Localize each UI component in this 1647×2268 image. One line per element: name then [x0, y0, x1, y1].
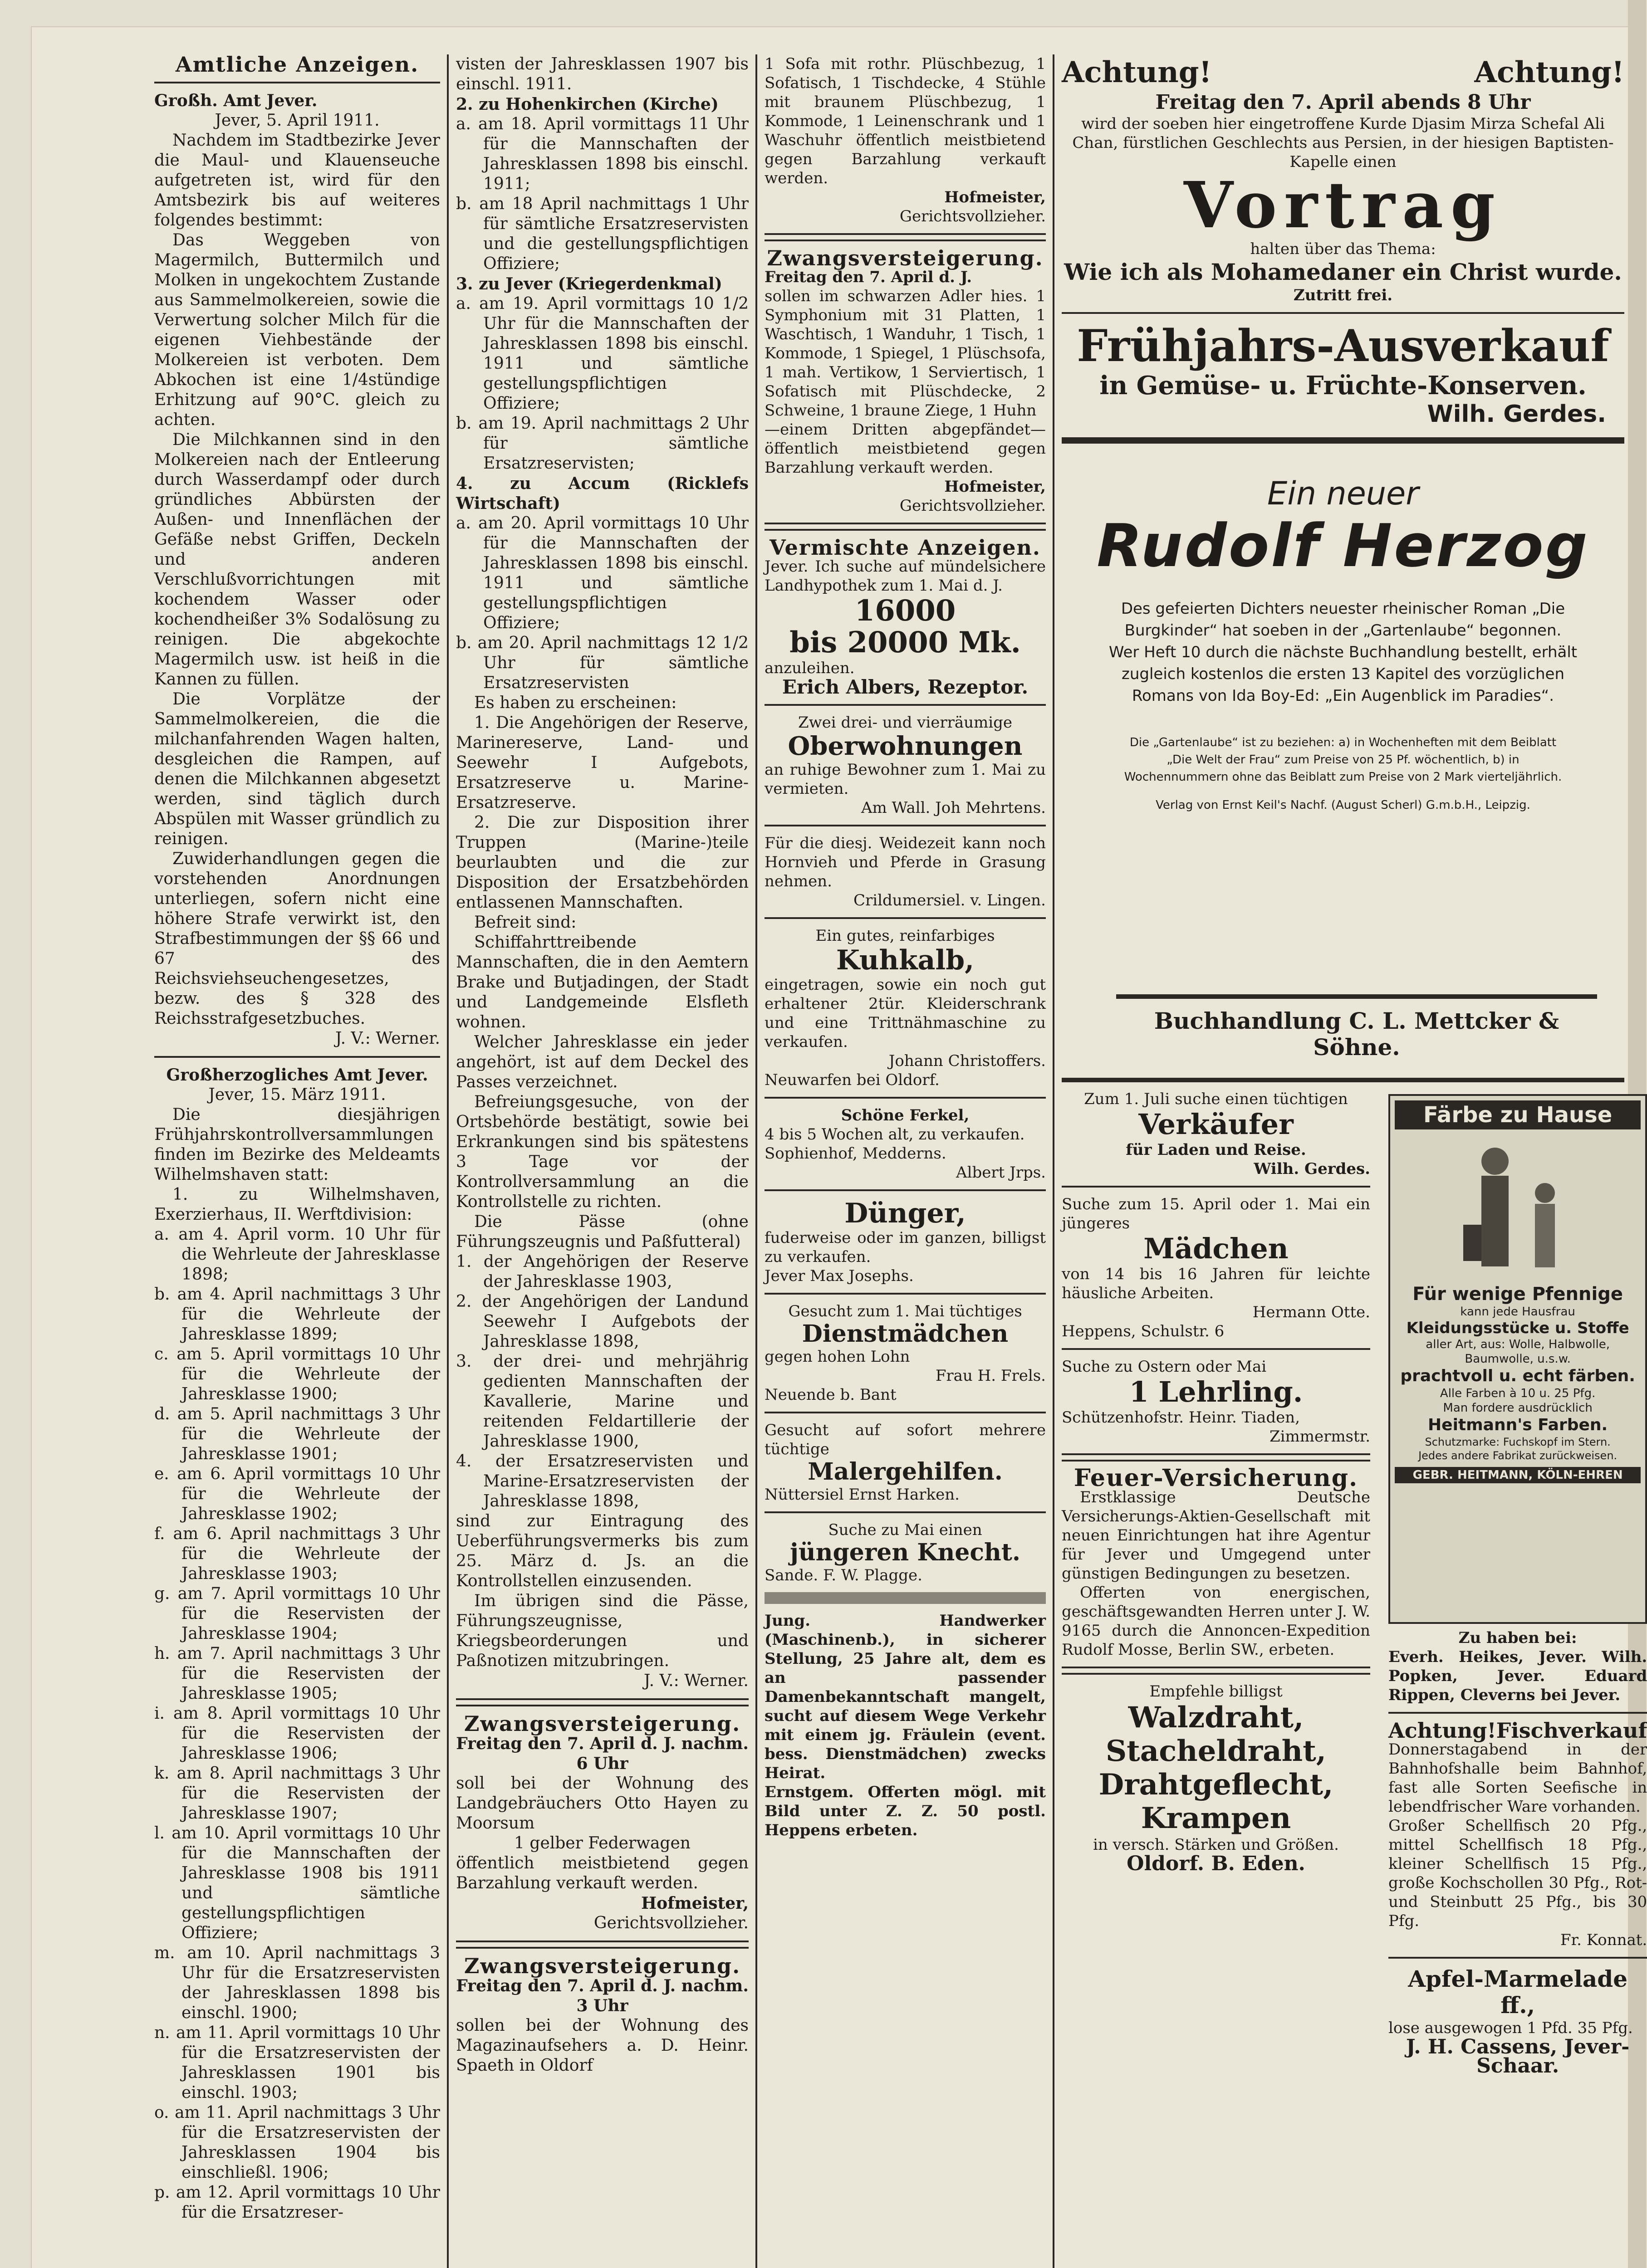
list-item: b. am 20. April nachmittags 12 1/2 Uhr für sämtliche Ersatzreservisten [456, 634, 749, 692]
ad-text: Everh. Heikes, Jever. Wilh. Popken, Jever. Eduard Rippen, Cleverns bei Jever. [1388, 1648, 1647, 1704]
column-rule [1053, 54, 1054, 2268]
ad-text: Gesucht zum 1. Mai tüchtiges [788, 1302, 1022, 1320]
section-heading: Vermischte Anzeigen. [770, 535, 1041, 560]
notice-paragraph: 2. Die zur Disposition ihrer Truppen (Marine-)teile beurlaubten und die zur Disposition der Ersatzbehörden entlassenen Mannschaften. [456, 813, 749, 912]
list-item: c. am 5. April vormittags 10 Uhr für die Wehrleute der Jahresklasse 1900; [154, 1345, 440, 1403]
ad-text: Ein neuer [1267, 475, 1419, 512]
notice-paragraph: Das Weggeben von Magermilch, Buttermilch und Molken in ungekochtem Zustande aus Sammelmolkereien, sowie die Verwertung solcher Milch für die eigenen Viehbestände der Molkereien ist verboten. Dem Abkochen ist eine 1/4stündige Erhitzung auf 90°C. gleich zu achten. [154, 231, 440, 429]
ad-text: Kleidungsstücke u. Stoffe [1406, 1319, 1629, 1337]
ad-title: Achtung! [1474, 55, 1624, 89]
ad-text: Die „Gartenlaube“ ist zu beziehen: a) in Wochenheften mit dem Beiblatt „Die Welt der Frau“ zum Preise von 25 Pf. wöchentlich, b) in Wochennummern ohne das Beiblatt zum Preise von 2 Mark vierteljährlich. [1124, 736, 1562, 784]
notice-paragraph: Welcher Jahresklasse ein jeder angehört, ist auf dem Deckel des Passes verzeichnet. [456, 1033, 749, 1091]
ad-text: Zu haben bei: [1458, 1629, 1577, 1647]
continued-text: visten der Jahresklassen 1907 bis einschl. 1911. [456, 55, 749, 93]
ad-signature: Neuwarfen bei Oldorf. [765, 1071, 940, 1089]
dye-woman-illustration [1445, 1134, 1590, 1279]
ad-signature: Nüttersiel Ernst Harken. [765, 1486, 960, 1504]
notice-paragraph: Schiffahrttreibende Mannschaften, die in den Aemtern Brake und Butjadingen, der Stadt und Landgemeinde Elsfleth wohnen. [456, 933, 749, 1031]
list-item: a. am 18. April vormittags 11 Uhr für die Mannschaften der Jahresklassen 1898 bis einschl. 1911; [456, 115, 749, 193]
ad-signature: Am Wall. Joh Mehrtens. [861, 799, 1046, 817]
auction-text: sollen im schwarzen Adler hies. 1 Symphonium mit 31 Platten, 1 Waschtisch, 1 Wanduhr, 1 Tisch, 1 Kommode, 1 Spiegel, 1 Plüschsofa, 1 mah. Vertikow, 1 Serviertisch, 1 Sofatisch mit Plüschdecke, 2 Schweine, 1 braune Ziege, 1 Huhn [765, 287, 1046, 420]
ad-signature: Schützenhofstr. Heinr. Tiaden, [1062, 1408, 1300, 1427]
ad-text: Heitmann's Farben. [1428, 1416, 1608, 1434]
ad-title: Oberwohnungen [788, 731, 1023, 761]
list-item: b. am 18 April nachmittags 1 Uhr für sämtliche Ersatzreservisten und die gestellungspflichtigen Offiziere; [456, 195, 749, 273]
ad-title: Fischverkauf [1496, 1718, 1647, 1743]
list-item: o. am 11. April nachmittags 3 Uhr für die Ersatzreservisten der Jahresklassen 1904 bis einschließl. 1906; [154, 2103, 440, 2182]
column-rule [755, 54, 757, 2268]
signature: J. V.: Werner. [643, 1672, 749, 1690]
auction-date: Freitag den 7. April d. J. nachm. 6 Uhr [456, 1734, 749, 1773]
ad-text: Jever. Ich suche auf mündelsichere Landhypothek zum 1. Mai d. J. [765, 557, 1046, 595]
lecture-date: Freitag den 7. April abends 8 Uhr [1155, 91, 1531, 114]
ad-title: Walzdraht, [1128, 1701, 1304, 1735]
auction-date: Freitag den 7. April d. J. nachm. 3 Uhr [456, 1976, 749, 2015]
ad-signature: Buchhandlung C. L. Mettcker & Söhne. [1154, 1007, 1559, 1061]
ad-text: kann jede Hausfrau [1460, 1305, 1575, 1319]
notice-paragraph: Nachdem im Stadtbezirke Jever die Maul- und Klauenseuche aufgetreten ist, wird für den Amtsbezirk bis auf weiteres folgendes bestimmt: [154, 131, 440, 230]
signature: Hofmeister, [641, 1894, 749, 1913]
column-rule [447, 54, 449, 2268]
ad-subtitle: in Gemüse- u. Früchte-Konserven. [1099, 371, 1587, 401]
list-item: p. am 12. April vormittags 10 Uhr für die Ersatzreser- [154, 2183, 440, 2222]
column-3 [765, 54, 1046, 2268]
ad-text: Ein gutes, reinfarbiges [815, 927, 995, 945]
ad-text: fuderweise oder im ganzen, billigst zu verkaufen. [765, 1229, 1046, 1266]
ad-text: für Laden und Reise. [1126, 1141, 1306, 1159]
ad-text: prachtvoll u. echt färben. [1400, 1367, 1635, 1385]
list-item: e. am 6. April vormittags 10 Uhr für die Wehrleute der Jahresklasse 1902; [154, 1465, 440, 1523]
col4-right [1388, 1090, 1647, 2076]
ad-title: Achtung! [1388, 1718, 1496, 1743]
auction-item: 1 gelber Federwagen [514, 1834, 691, 1853]
list-item: 2. der Angehörigen der Landund Seewehr I Aufgebots der Jahresklasse 1898, [456, 1292, 749, 1351]
herzog-ad [1062, 475, 1624, 1065]
ad-text: Großer Schellfisch 20 Pfg., mittel Schellfisch 18 Pfg., kleiner Schellfisch 15 Pfg., große Kochschollen 30 Pfg., Rot- und Steinbutt 25 Pfg., bis 30 Pfg. [1388, 1817, 1647, 1930]
list-item: n. am 11. April vormittags 10 Uhr für die Ersatzreservisten der Jahresklassen 1901 bis einschl. 1903; [154, 2024, 440, 2102]
lecture-text: halten über das Thema: [1250, 240, 1436, 258]
auction-text: —einem Dritten abgepfändet—öffentlich meistbietend gegen Barzahlung verkauft werden. [765, 420, 1046, 477]
list-heading: 2. zu Hohenkirchen (Kirche) [456, 95, 719, 114]
ad-text: Gesucht auf sofort mehrere tüchtige [765, 1421, 1046, 1458]
ad-text: Für wenige Pfennige [1412, 1284, 1623, 1305]
ad-text: Ernstgem. Offerten mögl. mit Bild unter Z. Z. 50 postl. Heppens erbeten. [765, 1783, 1046, 1839]
auction-text: öffentlich meistbietend gegen Barzahlung verkauft werden. [456, 1854, 749, 1892]
date-line: Jever, 15. März 1911. [208, 1085, 386, 1104]
auction-title: Zwangsversteigerung. [464, 1954, 741, 1978]
auction-text: soll bei der Wohnung des Landgebräuchers Otto Hayen zu Moorsum [456, 1774, 749, 1833]
ad-amount: 16000 [854, 594, 956, 628]
ad-title: Dienstmädchen [802, 1320, 1009, 1348]
continued-text: 1 Sofa mit rothr. Plüschbezug, 1 Sofatisch, 1 Tischdecke, 4 Stühle mit braunem Plüschbezug, 1 Kommode, 1 Leinenschrank und 1 Waschuhr öffentlich meistbietend gegen Barzahlung verkauft werden. [765, 55, 1046, 187]
list-item: b. am 4. April nachmittags 3 Uhr für die Wehrleute der Jahresklasse 1899; [154, 1285, 440, 1344]
ad-title: Achtung! [1062, 55, 1212, 89]
list-item: b. am 19. April nachmittags 2 Uhr für sämtliche Ersatzreservisten; [456, 414, 749, 473]
signature: Hofmeister, [944, 188, 1046, 206]
ad-signature: Hermann Otte. [1252, 1303, 1370, 1321]
notice-paragraph: Zuwiderhandlungen gegen die vorstehenden Anordnungen unterliegen, sofern nicht eine höhere Strafe verwirkt ist, den Strafbestimmungen der §§ 66 und 67 des Reichsviehseuchengesetzes, bezw. des § 328 des Reichsstrafgesetzbuches. [154, 850, 440, 1028]
ad-title: Krampen [1141, 1801, 1291, 1835]
ad-text: Suche zum 15. April oder 1. Mai ein jüngeres [1062, 1195, 1370, 1232]
column-2 [456, 54, 749, 2268]
list-item: a. am 20. April vormittags 10 Uhr für die Mannschaften der Jahresklassen 1898 bis einschl. 1911 und sämtliche gestellungspflichtigen Offiziere; [456, 514, 749, 632]
ad-signature: Erich Albers, Rezeptor. [782, 676, 1029, 698]
lecture-text: Zutritt frei. [1293, 286, 1393, 304]
ad-text: 4 bis 5 Wochen alt, zu verkaufen. [765, 1125, 1025, 1144]
col4-left [1062, 1090, 1370, 2076]
ad-title: Drahtgeflecht, [1098, 1768, 1333, 1802]
ad-text: Für die diesj. Weidezeit kann noch Hornvieh und Pferde in Grasung nehmen. [765, 834, 1046, 890]
ad-text: Empfehle billigst [1149, 1682, 1283, 1701]
ad-title: Mädchen [1143, 1232, 1289, 1265]
ad-text: GEBR. HEITMANN, KÖLN-EHREN [1395, 1467, 1641, 1483]
ad-signature: Wilh. Gerdes. [1427, 401, 1606, 428]
notice-paragraph: Im übrigen sind die Pässe, Führungszeugnisse, Kriegsbeorderungen und Paßnotizen mitzubringen. [456, 1592, 749, 1670]
ad-signature: Wilh. Gerdes. [1254, 1160, 1370, 1178]
ad-signature: Sande. F. W. Plagge. [765, 1566, 922, 1584]
signature: Gerichtsvollzieher. [899, 497, 1046, 515]
ad-text: Man fordere ausdrücklich [1443, 1401, 1593, 1415]
lecture-theme: Wie ich als Mohamedaner ein Christ wurde. [1064, 259, 1622, 285]
ad-signature: Fr. Konnat. [1560, 1931, 1647, 1949]
ad-text: eingetragen, sowie ein noch gut erhaltener 2tür. Kleiderschrank und eine Trittnähmaschine zu verkaufen. [765, 976, 1046, 1051]
ad-signature: Heppens, Schulstr. 6 [1062, 1322, 1225, 1340]
column-4 [1062, 54, 1647, 2268]
ad-title: Verkäufer [1138, 1108, 1294, 1141]
section-heading: Amtliche Anzeigen. [175, 52, 419, 77]
signature: Hofmeister, [944, 478, 1046, 496]
list-heading: 3. zu Jever (Kriegerdenkmal) [456, 274, 722, 293]
ad-text: Alle Farben à 10 u. 25 Pfg. [1440, 1387, 1596, 1400]
auction-title: Zwangsversteigerung. [767, 246, 1044, 270]
ad-text: Jedes andere Fabrikat zurückweisen. [1418, 1449, 1618, 1462]
office-line: Großherzogliches Amt Jever. [166, 1066, 428, 1085]
signature: J. V.: Werner. [335, 1029, 440, 1048]
ad-signature: Albert Jrps. [956, 1163, 1046, 1182]
ad-text: Donnerstagabend in der Bahnhofshalle beim Bahnhof, fast alle Sorten Seefische in lebendfrischer Ware vorhanden. [1388, 1740, 1647, 1816]
ad-text: Verlag von Ernst Keil's Nachf. (August Scherl) G.m.b.H., Leipzig. [1156, 798, 1530, 812]
list-heading: 4. zu Accum (Ricklefs Wirtschaft) [456, 474, 749, 513]
notice-paragraph: Es haben zu erscheinen: [474, 694, 677, 712]
ad-signature: Sophienhof, Medderns. [765, 1144, 946, 1163]
ad-text: von 14 bis 16 Jahren für leichte häusliche Arbeiten. [1062, 1265, 1370, 1302]
ad-title: Dünger, [844, 1198, 966, 1229]
list-item: m. am 10. April nachmittags 3 Uhr für die Ersatzreservisten der Jahresklassen 1898 bis einschl. 1900; [154, 1944, 440, 2022]
dye-ad [1388, 1094, 1647, 1624]
list-item: 1. der Angehörigen der Reserve der Jahresklasse 1903, [456, 1252, 749, 1291]
ad-title: Rudolf Herzog [1097, 511, 1589, 580]
ad-signature: Jever Max Josephs. [765, 1267, 914, 1285]
ad-text: anzuleihen. [765, 659, 855, 677]
list-item: h. am 7. April nachmittags 3 Uhr für die Reservisten der Jahresklasse 1905; [154, 1644, 440, 1703]
ad-signature: Zimmermstr. [1269, 1427, 1370, 1446]
ad-signature: Crildumersiel. v. Lingen. [853, 891, 1046, 909]
list-item: g. am 7. April vormittags 10 Uhr für die Reservisten der Jahresklasse 1904; [154, 1584, 440, 1643]
list-heading: 1. zu Wilhelmshaven, Exerzierhaus, II. Werftdivision: [154, 1185, 440, 1224]
office-line: Großh. Amt Jever. [154, 91, 318, 110]
ad-text: Erstklassige Deutsche Versicherungs-Aktien-Gesellschaft mit neuen Einrichtungen hat ihre Agentur für Jever und Umgegend unter günstigen Bedingungen zu besetzen. [1062, 1488, 1370, 1583]
dye-illustration [1395, 1129, 1641, 1284]
ad-text: Suche zu Mai einen [828, 1521, 982, 1539]
ad-title: Feuer-Versicherung. [1073, 1464, 1358, 1492]
list-item: 4. der Ersatzreservisten und Marine-Ersatzreservisten der Jahresklasse 1898, [456, 1452, 749, 1510]
notice-paragraph: Die Milchkannen sind in den Molkereien nach der Entleerung durch Wasserdampf oder durch gründliches Abbürsten der Außen- und Innenflächen der Gefäße nebst Griffen, Deckeln und anderen Verschlußvorrichtungen mit kochendem Wasser oder kochendheißer 3% Sodalösung zu reinigen. Die abgekochte Magermilch usw. ist heiß in die Kannen zu füllen. [154, 430, 440, 689]
lecture-text: wird der soeben hier eingetroffene Kurde Djasim Mirza Schefal Ali Chan, fürstlichen Geschlechts aus Persien, in der hiesigen Baptisten-Kapelle einen [1072, 115, 1614, 171]
auction-title: Zwangsversteigerung. [464, 1711, 741, 1736]
ad-title: Schöne Ferkel, [841, 1106, 970, 1124]
ad-signature: Oldorf. B. Eden. [1127, 1852, 1305, 1875]
list-item: 3. der drei- und mehrjährig gedienten Mannschaften der Kavallerie, Marine und reitenden Feldartillerie der Jahresklasse 1900, [456, 1352, 749, 1451]
ad-text: an ruhige Bewohner zum 1. Mai zu vermieten. [765, 761, 1046, 798]
ad-signature: J. H. Cassens, Jever-Schaar. [1406, 2035, 1630, 2077]
notice-paragraph: Befreit sind: [474, 913, 577, 932]
list-item: i. am 8. April vormittags 10 Uhr für die Reservisten der Jahresklasse 1906; [154, 1704, 440, 1763]
ad-text: Zum 1. Juli suche einen tüchtigen [1084, 1090, 1348, 1108]
ad-text: Des gefeierten Dichters neuester rheinischer Roman „Die Burgkinder“ hat soeben in der „Gartenlaube“ begonnen. Wer Heft 10 durch die nächste Buchhandlung bestellt, erhält zugleich kostenlos die ersten 13 Kapitel des vorzüglichen Romans von Ida Boy-Ed: „Ein Augenblick im Paradies“. [1108, 600, 1578, 705]
ad-signature: Johann Christoffers. [888, 1052, 1046, 1070]
auction-date: Freitag den 7. April d. J. [765, 268, 972, 286]
ad-text: Suche zu Ostern oder Mai [1062, 1358, 1267, 1376]
ad-text: Offerten von energischen, geschäftsgewandten Herren unter J. W. 9165 durch die Annoncen-Expedition Rudolf Mosse, Berlin SW., erbeten. [1062, 1584, 1370, 1659]
ad-text: gegen hohen Lohn [765, 1348, 910, 1366]
notice-paragraph: Die Pässe (ohne Führungszeugnis und Paßfutteral) [456, 1212, 749, 1251]
notice-paragraph: Befreiungsgesuche, von der Ortsbehörde bestätigt, sowie bei Erkrankungen sind bis spätestens 3 Tage vor der Kontrollversammlung an die Kontrollstelle zu richten. [456, 1093, 749, 1211]
shop-footer [1116, 994, 1597, 1061]
ad-text: Jung. Handwerker (Maschinenb.), in sicherer Stellung, 25 Jahre alt, dem es an passender Damenbekanntschaft mangelt, sucht auf diesem Wege Verkehr mit einem jg. Fräulein (event. bess. Dienstmädchen) zwecks Heirat. [765, 1612, 1046, 1782]
list-item: f. am 6. April nachmittags 3 Uhr für die Wehrleute der Jahresklasse 1903; [154, 1525, 440, 1583]
ad-text: in versch. Stärken und Größen. [1093, 1836, 1339, 1854]
ad-amount: bis 20000 Mk. [789, 626, 1021, 660]
ad-title: Frühjahrs-Ausverkauf [1077, 320, 1609, 371]
ad-title: Färbe zu Hause [1395, 1100, 1641, 1129]
ad-text: Schutzmarke: Fuchskopf im Stern. [1425, 1436, 1611, 1448]
list-item: a. am 19. April vormittags 10 1/2 Uhr für die Mannschaften der Jahresklassen 1898 bis einschl. 1911 und sämtliche gestellungspflichtigen Offiziere; [456, 294, 749, 413]
ad-title: jüngeren Knecht. [790, 1539, 1020, 1566]
list-item: l. am 10. April vormittags 10 Uhr für die Mannschaften der Jahresklasse 1908 bis 1911 und sämtliche gestellungspflichtigen Offiziere; [154, 1824, 440, 1942]
list-item: d. am 5. April nachmittags 3 Uhr für die Wehrleute der Jahresklasse 1901; [154, 1405, 440, 1463]
ad-title: Stacheldraht, [1105, 1734, 1327, 1768]
ad-title: 1 Lehrling. [1129, 1375, 1303, 1408]
ad-title: Malergehilfen. [808, 1458, 1003, 1486]
ad-signature: Neuende b. Bant [765, 1386, 897, 1404]
list-item: k. am 8. April nachmittags 3 Uhr für die Reservisten der Jahresklasse 1907; [154, 1764, 440, 1823]
ad-text: aller Art, aus: Wolle, Halbwolle, Baumwolle, u.s.w. [1426, 1338, 1610, 1366]
ad-signature: Frau H. Frels. [935, 1367, 1046, 1385]
notice-paragraph: Die diesjährigen Frühjahrskontrollversammlungen finden im Bezirke des Meldeamts Wilhelmshaven statt: [154, 1105, 440, 1184]
auction-text: sollen bei der Wohnung des Magazinaufsehers a. D. Heinr. Spaeth in Oldorf [456, 2016, 749, 2075]
list-item: a. am 4. April vorm. 10 Uhr für die Wehrleute der Jahresklasse 1898; [154, 1225, 440, 1284]
signature: Gerichtsvollzieher. [593, 1914, 749, 1932]
notice-paragraph: Die Vorplätze der Sammelmolkereien, die die milchanfahrenden Wagen halten, desgleichen die Rampen, auf denen die Milchkannen abgesetzt werden, sind täglich durch Abspülen mit Wasser gründlich zu reinigen. [154, 690, 440, 848]
notice-paragraph: 1. Die Angehörigen der Reserve, Marinereserve, Land- und Seewehr I Aufgebots, Ersatzreserve u. Marine-Ersatzreserve. [456, 714, 749, 812]
date-line: Jever, 5. April 1911. [215, 111, 380, 130]
notice-paragraph: sind zur Eintragung des Ueberführungsvermerks bis zum 25. März d. Js. an die Kontrollstellen einzusenden. [456, 1512, 749, 1590]
lecture-title: Vortrag [1184, 168, 1502, 243]
ad-text: Zwei drei- und vierräumige [798, 714, 1013, 732]
ad-text: lose ausgewogen 1 Pfd. 35 Pfg. [1388, 2019, 1633, 2037]
signature: Gerichtsvollzieher. [899, 207, 1046, 225]
ad-title: Apfel-Marmelade ff., [1408, 1965, 1628, 2019]
column-1 [154, 54, 440, 2268]
ad-title: Kuhkalb, [836, 944, 975, 976]
